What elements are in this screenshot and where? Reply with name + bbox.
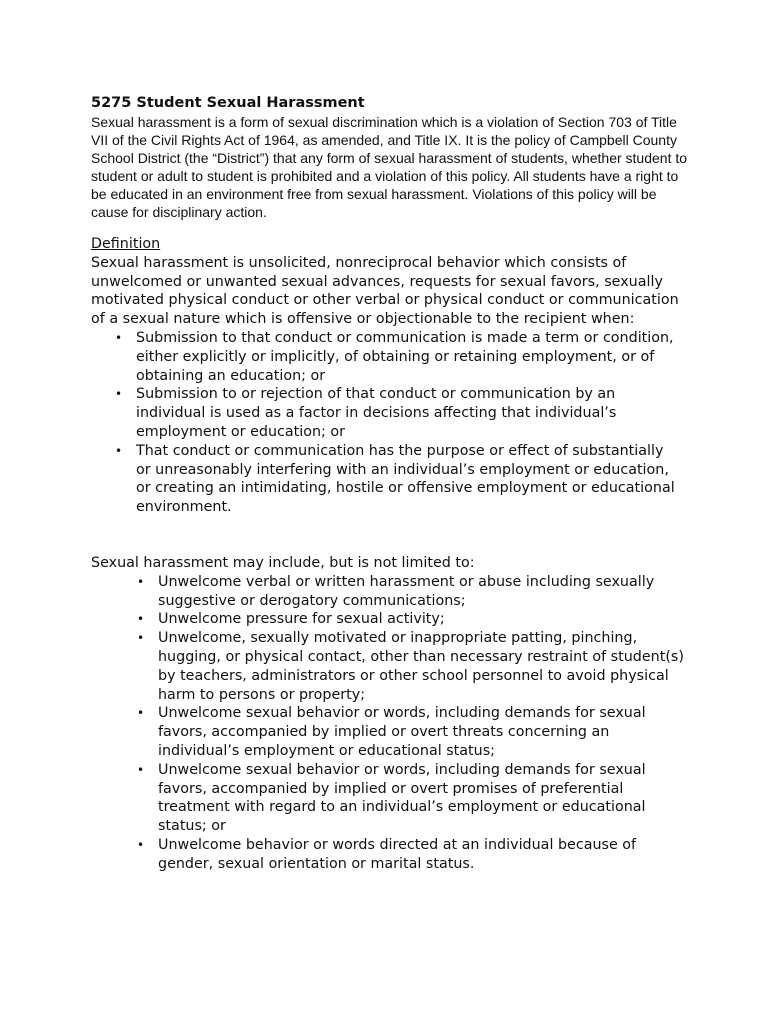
list-item-text: Submission to or rejection of that conduct or communication by an individual is used as a factor in decisions affecting that individual’s employment or education; or	[136, 386, 617, 440]
list-item-text: Unwelcome sexual behavior or words, including demands for sexual favors, accompanied by implied or overt promises of preferential treatment with regard to an individual’s employment or educational status; or	[158, 761, 646, 835]
definition-list	[91, 329, 676, 517]
bullet-icon: •	[137, 762, 145, 777]
definition-heading: Definition	[91, 236, 161, 252]
bullet-icon: •	[137, 612, 145, 627]
bullet-icon: •	[115, 330, 123, 345]
definition-paragraph: Sexual harassment is unsolicited, nonreciprocal behavior which consists of unwelcomed or unwanted sexual advances, requests for sexual favors, sexually motivated physical conduct or other verbal or physical conduct or communication of a sexual nature which is offensive or objectionable to the recipient when:	[91, 254, 679, 328]
intro-paragraph: Sexual harassment is a form of sexual discrimination which is a violation of Section 703 of Title VII of the Civil Rights Act of 1964, as amended, and Title IX. It is the policy of Campbell County School District (the “District”) that any form of sexual harassment of students, whether student to student or adult to student is prohibited and a violation of this policy. All students have a right to be educated in an environment free from sexual harassment. Violations of this policy will be cause for disciplinary action.	[91, 114, 688, 220]
bullet-icon: •	[137, 574, 145, 589]
list-item	[137, 704, 688, 760]
definition-section	[91, 235, 691, 874]
bullet-icon: •	[137, 706, 145, 721]
list-item	[115, 329, 676, 385]
list-item-text: Unwelcome behavior or words directed at an individual because of gender, sexual orientation or marital status.	[158, 836, 637, 872]
list-item	[137, 836, 688, 874]
bullet-icon: •	[137, 837, 145, 852]
document-title: 5275 Student Sexual Harassment	[91, 95, 365, 111]
list-item-text: Unwelcome, sexually motivated or inappropriate patting, pinching, hugging, or physical contact, other than necessary restraint of student(s) by teachers, administrators or other school personnel to avoid physical harm to persons or property;	[158, 630, 684, 703]
list-item	[137, 610, 688, 629]
list-item-text: Unwelcome verbal or written harassment or abuse including sexually suggestive or derogatory communications;	[158, 573, 655, 609]
list-item-text: Unwelcome pressure for sexual activity;	[158, 611, 445, 628]
list-item-text: That conduct or communication has the purpose or effect of substantially or unreasonably interfering with an individual’s employment or education, or creating an intimidating, hostile or offensive employment or educational environment.	[136, 442, 675, 516]
list-item	[115, 442, 676, 517]
bullet-icon: •	[115, 387, 123, 402]
list-item	[137, 629, 688, 704]
bullet-icon: •	[115, 443, 123, 458]
spacer	[91, 517, 691, 554]
list-item	[115, 385, 676, 441]
list-item	[137, 573, 688, 611]
bullet-icon: •	[137, 631, 145, 646]
document-page	[91, 93, 691, 874]
include-list	[91, 573, 688, 874]
include-intro: Sexual harassment may include, but is not limited to:	[91, 554, 475, 571]
list-item-text: Unwelcome sexual behavior or words, including demands for sexual favors, accompanied by implied or overt threats concerning an individual’s employment or educational status;	[158, 705, 646, 759]
list-item	[137, 761, 688, 836]
list-item-text: Submission to that conduct or communication is made a term or condition, either explicitly or implicitly, of obtaining or retaining employment, or of obtaining an education; or	[136, 329, 674, 384]
